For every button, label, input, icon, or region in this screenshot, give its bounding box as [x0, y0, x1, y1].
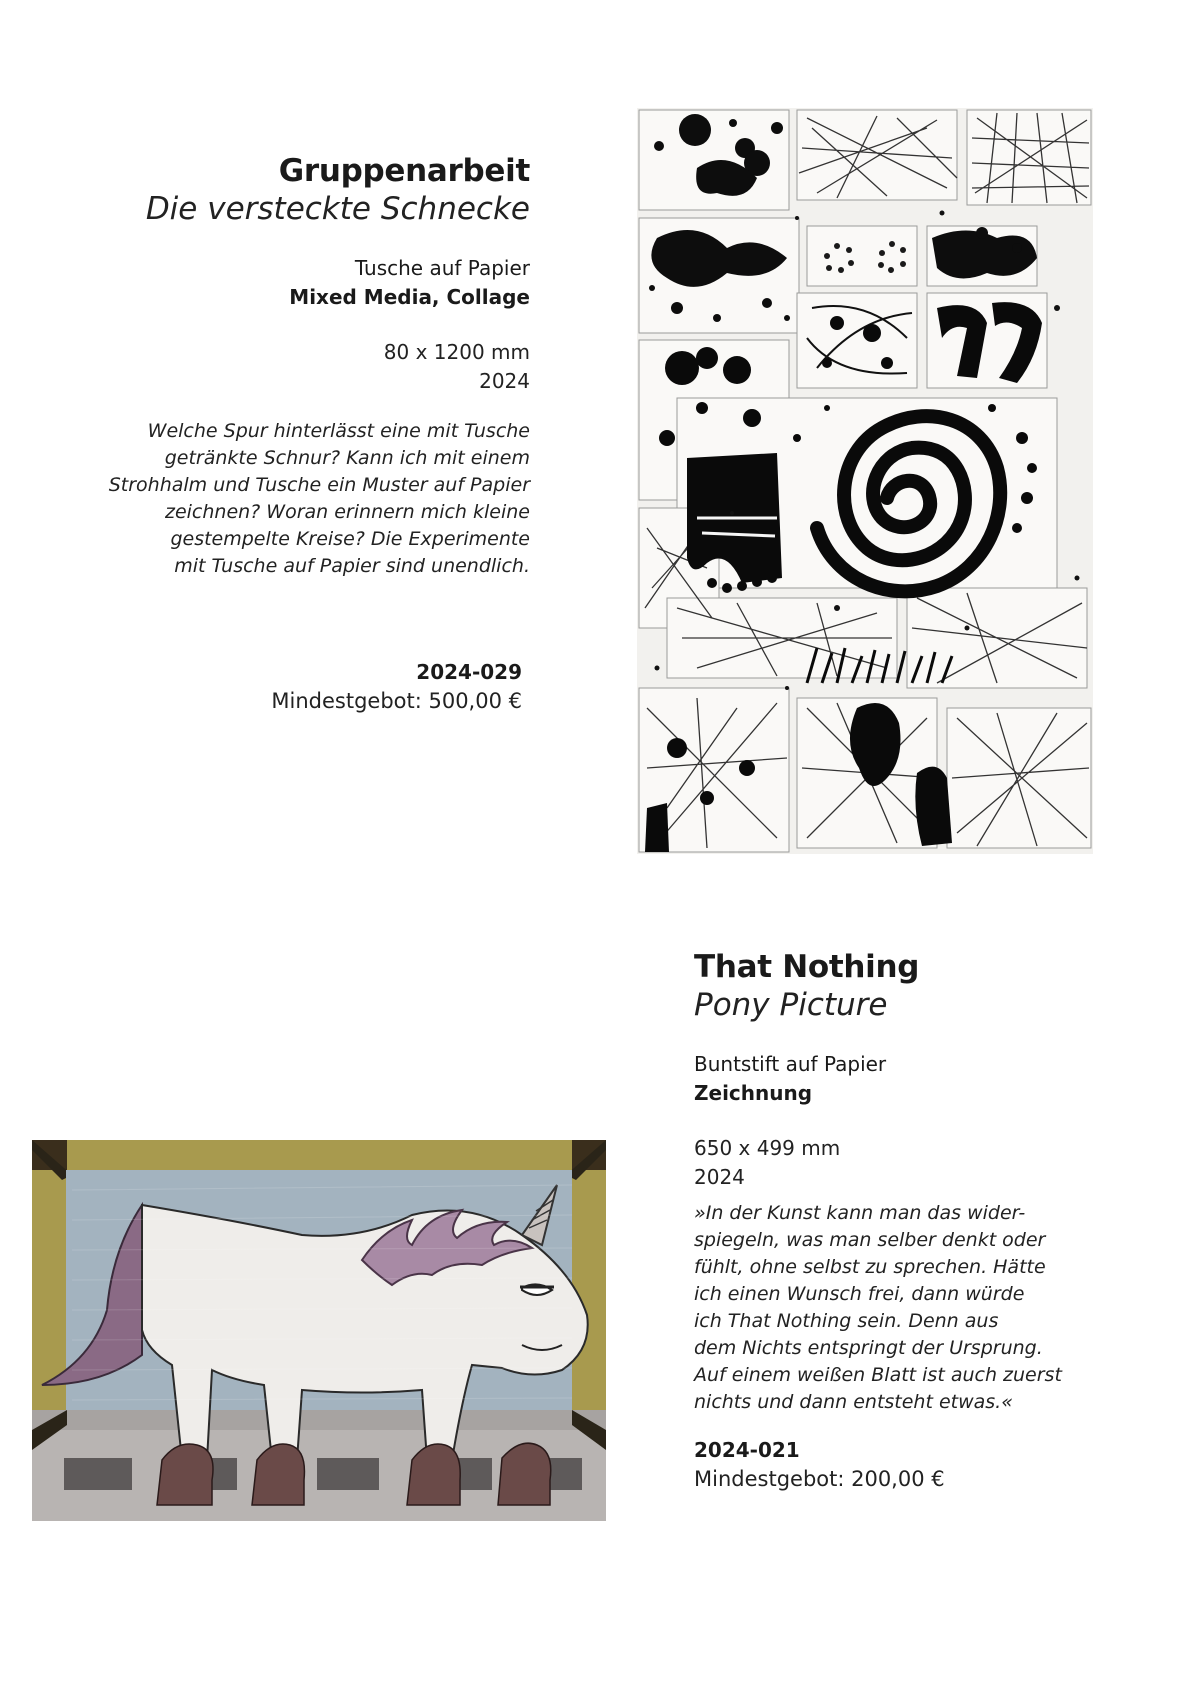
artwork1-description [80, 418, 530, 580]
description-line: ich That Nothing sein. Denn aus [694, 1310, 999, 1332]
artwork2-image [32, 1140, 606, 1521]
artwork2-year: 2024 [694, 1165, 745, 1189]
description-line: ich einen Wunsch frei, dann würde [694, 1283, 1025, 1305]
description-line: zeichnen? Woran erinnern mich kleine [164, 501, 530, 523]
artwork2-title: Pony Picture [694, 987, 888, 1023]
description-line: Welche Spur hinterlässt eine mit Tusche [147, 420, 530, 442]
description-line: getränkte Schnur? Kann ich mit einem [164, 447, 530, 469]
description-line: Strohhalm und Tusche ein Muster auf Papier [108, 474, 530, 496]
artwork2-min-bid: Mindestgebot: 200,00 € [694, 1467, 945, 1491]
artwork1-lot-number: 2024-029 [416, 660, 522, 684]
artwork1-category: Mixed Media, Collage [289, 285, 530, 309]
artwork2-technique: Buntstift auf Papier [694, 1052, 887, 1076]
description-line: »In der Kunst kann man das wider- [694, 1202, 1026, 1224]
artwork2-lot-number: 2024-021 [694, 1438, 800, 1462]
artwork2-dimensions: 650 x 499 mm [694, 1136, 841, 1160]
artwork2-info [694, 948, 1114, 1494]
artwork1-image [637, 108, 1093, 854]
artwork1-info [80, 152, 530, 580]
artwork1-technique: Tusche auf Papier [354, 256, 530, 280]
artwork2-artist: That Nothing [694, 949, 920, 985]
artwork1-artist: Gruppenarbeit [278, 153, 530, 189]
artwork2-description [694, 1200, 1114, 1416]
artwork1-year: 2024 [479, 369, 530, 393]
artwork1-title: Die versteckte Schnecke [145, 191, 530, 227]
description-line: nichts und dann entsteht etwas.« [694, 1391, 1013, 1413]
description-line: gestempelte Kreise? Die Experimente [170, 528, 530, 550]
description-line: dem Nichts entspringt der Ursprung. [694, 1337, 1043, 1359]
artwork1-dimensions: 80 x 1200 mm [383, 340, 530, 364]
artwork1-sale [80, 658, 522, 716]
description-line: mit Tusche auf Papier sind unendlich. [174, 555, 530, 577]
description-line: fühlt, ohne selbst zu sprechen. Hätte [694, 1256, 1046, 1278]
description-line: spiegeln, was man selber denkt oder [694, 1229, 1046, 1251]
description-line: Auf einem weißen Blatt ist auch zuerst [694, 1364, 1062, 1386]
artwork2-category: Zeichnung [694, 1081, 813, 1105]
artwork1-min-bid: Mindestgebot: 500,00 € [271, 689, 522, 713]
